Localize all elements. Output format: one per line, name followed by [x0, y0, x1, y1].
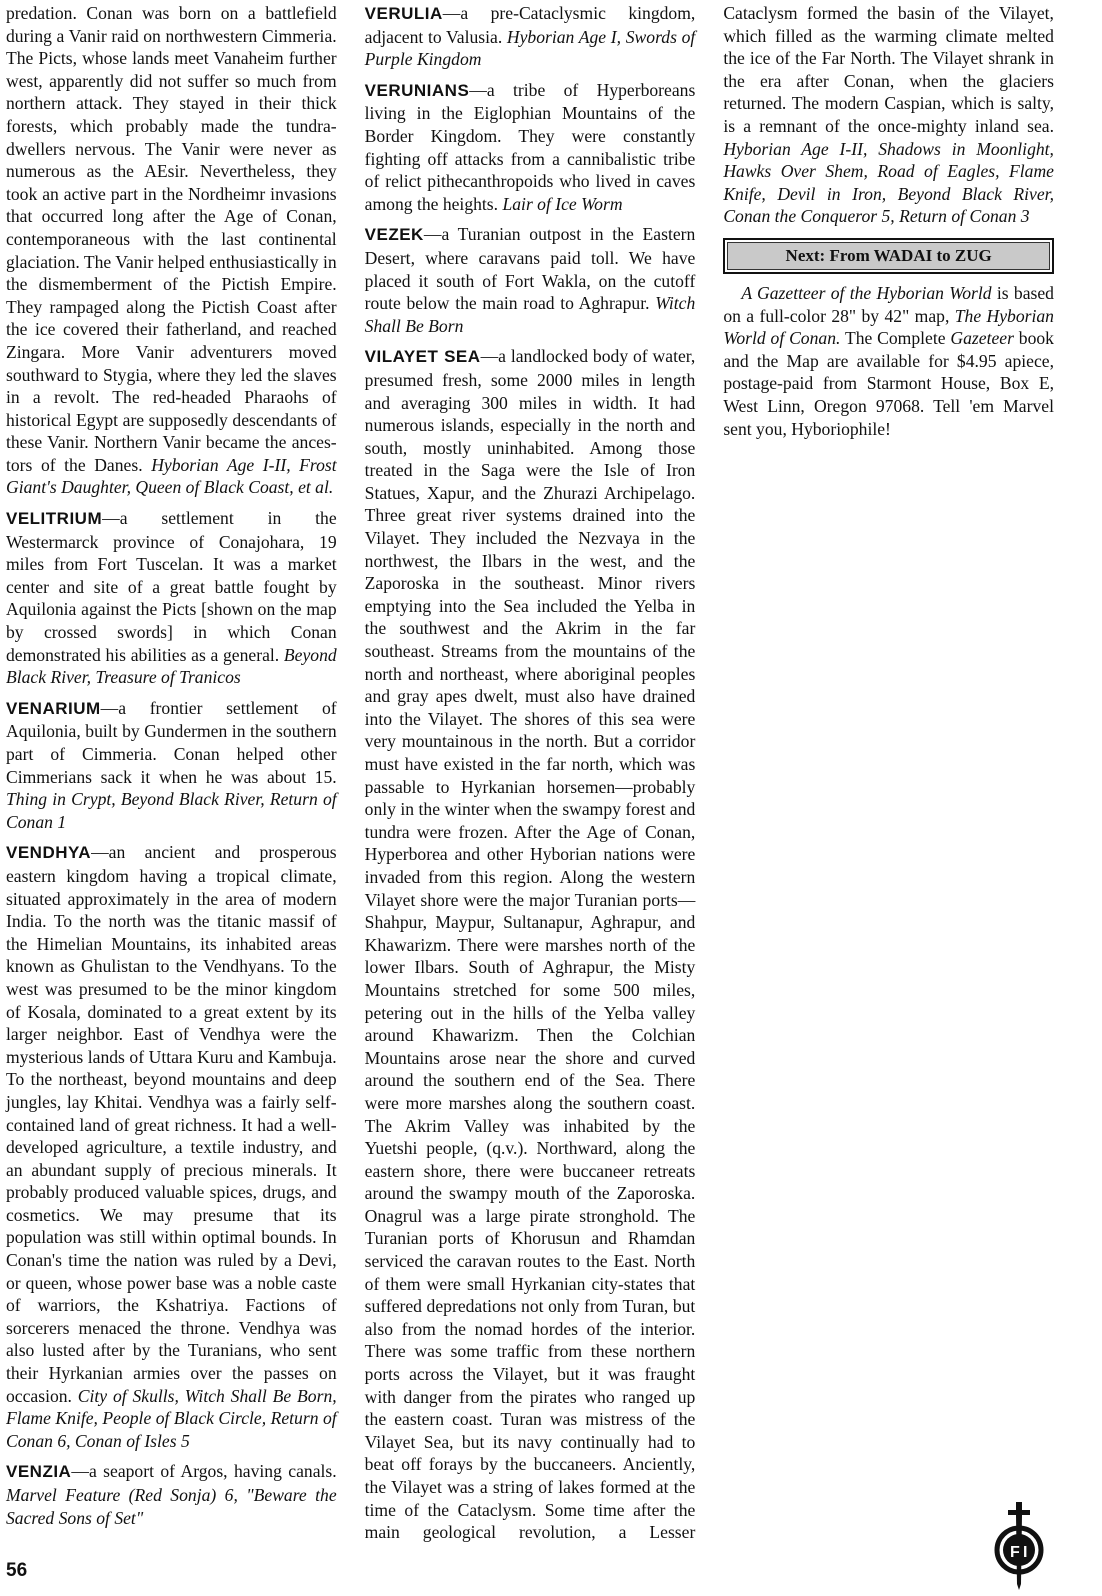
- entry-text: —a frontier settlement of Aquilonia, built by Gundermen in the southern part of Cimmeria. Conan helped other Cimmerians sack it when he was about 15.: [6, 697, 337, 787]
- next-issue-banner: [723, 238, 1054, 274]
- footer-text-1: is based on a full-color 28" by 42" map,: [723, 282, 1054, 326]
- entry-continuation: [6, 2, 337, 499]
- footer-title: A Gazetteer of the Hyborian World: [741, 282, 992, 303]
- entry-sources: Hyborian Age I-II, Shadows in Moonlight, Hawks Over Shem, Road of Eagles, Flame Knife, Devil in Iron, Beyond Black River, Conan the Conqueror 5, Return of Conan 3: [723, 138, 1054, 227]
- entry-text: —a seaport of Argos, having canals.: [71, 1461, 337, 1482]
- headword: VILAYET SEA: [364, 347, 481, 367]
- entry-sources: Beyond Black River, Treasure of Tranicos: [6, 644, 337, 688]
- headword: VENARIUM: [6, 698, 101, 718]
- entry-vendhya: [6, 841, 337, 1452]
- entry-text: —an ancient and prosperous eastern kingdom having a tropical climate, situated approximately in the area of modern India. To the north was the titanic massif of the Himelian Mountains, its inhabited areas known as Ghulistan to the Vendhyans. To the west was presumed to be the minor kingdom of Kosala, dominated to a great extent by its larger neighbor. East of Vendhya were the mysterious lands of Uttara Kuru and Kambuja. To the northeast, beyond mountains and deep jungles, lay Khitai. Vendhya was a fairly self-contained land of great richness. It had a well-developed agriculture, a textile industry, and an abundant supply of precious minerals. It probably produced valuable spices, drugs, and cosmetics. We may presume that its population was still within optimal bounds. In Conan's time the nation was ruled by a Devi, or queen, whose power base was a noble caste of warriors, the Kshatriya. Factions of sorcerers menaced the throne. Vendhya was also lusted after by the Turanians, who sent their Hyrkanian armies over the passes on occasion.: [6, 842, 337, 1406]
- entry-sources: Hyborian Age I, Swords of Purple Kingdom: [364, 26, 696, 70]
- entry-venzia: [6, 1460, 337, 1529]
- footer-note: [723, 282, 1054, 440]
- continuation-sources: Hyborian Age I-II, Frost Giant's Daughter, Queen of Black Coast, et al.: [6, 454, 337, 498]
- continuation-text: predation. Conan was born on a battlefield during a Vanir raid on northwestern Cimmeria. The Picts, whose lands meet Vanaheim further west, apparently did not suffer so much from northern attack. They stayed in their thick forests, which probably made the tundra-dwellers nervous. The Vanir were never as numerous as the AEsir. Nevertheless, they took an active part in the Nordheimr invasions that occurred long after the Age of Conan, contemporaneous with the last continental glaciation. The Vanir helped enthusiastically in the dismemberment of the Pictish Empire. They rampaged along the Pictish Coast after the ice covered their fatherland, and reached Zingara. More Vanir adventurers moved southward to Stygia, where they led the slaves in a revolt. The red-headed Pharaohs of historical Egypt are supposedly descendants of these Vanir. Northern Vanir became the ancestors of the Danes.: [6, 3, 337, 475]
- entry-text: —a pre-Cataclysmic kingdom, adjacent to Valusia.: [364, 3, 696, 47]
- headword: VEZEK: [364, 225, 424, 245]
- entry-text: —a Turanian outpost in the Eastern Desert, where caravans paid toll. We have placed it south of Fort Wakla, on the cutoff route below the main road to Aghrapur.: [364, 224, 696, 314]
- entry-sources: Thing in Crypt, Beyond Black River, Return of Conan 1: [6, 789, 337, 832]
- entry-sources: Witch Shall Be Born: [364, 293, 696, 336]
- headword: VENZIA: [6, 1462, 72, 1482]
- footer-text-3: book and the Map are available for $4.95 apiece, postage-paid from Starmont House, Box E, West Linn, Oregon 97068. Tell 'em Marvel sent you, Hyboriophile!: [723, 328, 1054, 439]
- footer-text-2: The Complete: [840, 328, 951, 349]
- headword: VERULIA: [364, 4, 443, 23]
- entry-vezek: [365, 223, 696, 337]
- entry-sources: Lair of Ice Worm: [502, 193, 623, 214]
- entry-text: —a tribe of Hyperboreans living in the Eiglophian Mountains of the Border Kingdom. They were constantly fighting off attacks from a cannibalistic tribe of relict pithecanthropoids who lived in caves among the heights.: [364, 79, 696, 214]
- entry-text: —a landlocked body of water, presumed fresh, some 2000 miles in length and averaging 300 miles in width. It had numerous islands, especially in the north and south, mostly uninhabited. Among those treated in the Saga were the Isle of Iron Statues, Xapur, and the Zhurazi Archipelago. Three great river systems drained into the Vilayet. They included the Nezvaya in the northwest, the Ilbars in the west, and the Zaporoska in the southeast. Minor rivers emptying into the Sea included the Yelba in the southwest and the Akrim in the far southeast. Streams from the mountains of the north and northeast, where aboriginal peoples and gray apes dwelt, must also have drained into the Vilayet. The shores of this sea were very mountainous in the north. But a corridor must have existed in the far north, which was passable to Hyrkanian horsemen—probably only in the winter when the swampy forest and tundra were frozen. After the Age of Conan, Hyperborea and other Hyborian nations were invaded from this region. Along the western Vilayet shore were the major Turanian ports—Shahpur, Maypur, Sultanapur, Aghrapur, and Khawarizm. There were marshes north of the lower Ilbars. South of Aghrapur, the Misty Mountains stretched for some 500 miles, petering out in the hills of the Yelba valley around Khawarizm. Then the Colchian Mountains arose near the shore and curved around the southern end of the Sea. There were more marshes along the southern coast. The Akrim Valley was inhabited by the Yuetshi people, (q.v.). Northward, along the eastern shore, there were buccaneer retreats around the swampy mouth of the Zaporoska. Onagrul was a large pirate stronghold. The Turanian ports of Khorusun and Rhamdan serviced the caravan routes to the East. North of them were small Hyrkanian city-states that suffered depredations not only from Turan, but also from the nomad hordes of the interior. There was some traffic from these northern ports across the Vilayet, but it was fraught with danger from the pirates who ranged up the eastern coast. Turan was mistress of the Vilayet Sea, but its navy continually had to beat off forays by the buccaneers. Anciently, the Vilayet was a string of lakes formed at the time of the Cataclysm. Some time after the main geological revolution, a Lesser Cataclysm formed the basin of the Vilayet, which filled as the warming climate melted the ice of the Far North. The Vilayet shrank in the era after Conan, when the glaciers returned. The modern Caspian, which is salty, is a remnant of the once-mighty inland sea.: [364, 3, 1054, 1543]
- article-columns: [6, 2, 1054, 1550]
- headword: VENDHYA: [6, 843, 92, 863]
- page-number: 56: [6, 1560, 28, 1581]
- entry-sources: City of Skulls, Witch Shall Be Born, Flame Knife, People of Black Circle, Return of Conan 6, Conan of Isles 5: [6, 1385, 337, 1451]
- footer-book-title: Gazeteer: [950, 328, 1014, 349]
- footer-map-title: The Hyborian World of Conan.: [723, 305, 1054, 349]
- entry-text: —a settlement in the Westermarck province of Conajohara, 19 miles from Fort Tuscelan. It was a market center and site of a great battle fought by Aquilonia against the Picts [shown on the map by crossed swords] in which Conan demonstrated his abilities as a general.: [6, 508, 337, 665]
- entry-venarium: [6, 697, 337, 834]
- entry-verulia: [365, 2, 696, 71]
- entry-velitrium: [6, 507, 337, 689]
- svg-text:F: F: [1010, 1544, 1020, 1561]
- headword: VELITRIUM: [6, 509, 103, 529]
- sword-emblem-icon: [986, 1500, 1052, 1592]
- next-issue-label: Next: From WADAI to ZUG: [727, 242, 1050, 270]
- entry-sources: Marvel Feature (Red Sonja) 6, "Beware the Sacred Sons of Set": [6, 1485, 337, 1528]
- svg-text:I: I: [1023, 1544, 1028, 1561]
- headword: VERUNIANS: [364, 80, 470, 100]
- entry-verunians: [365, 79, 696, 216]
